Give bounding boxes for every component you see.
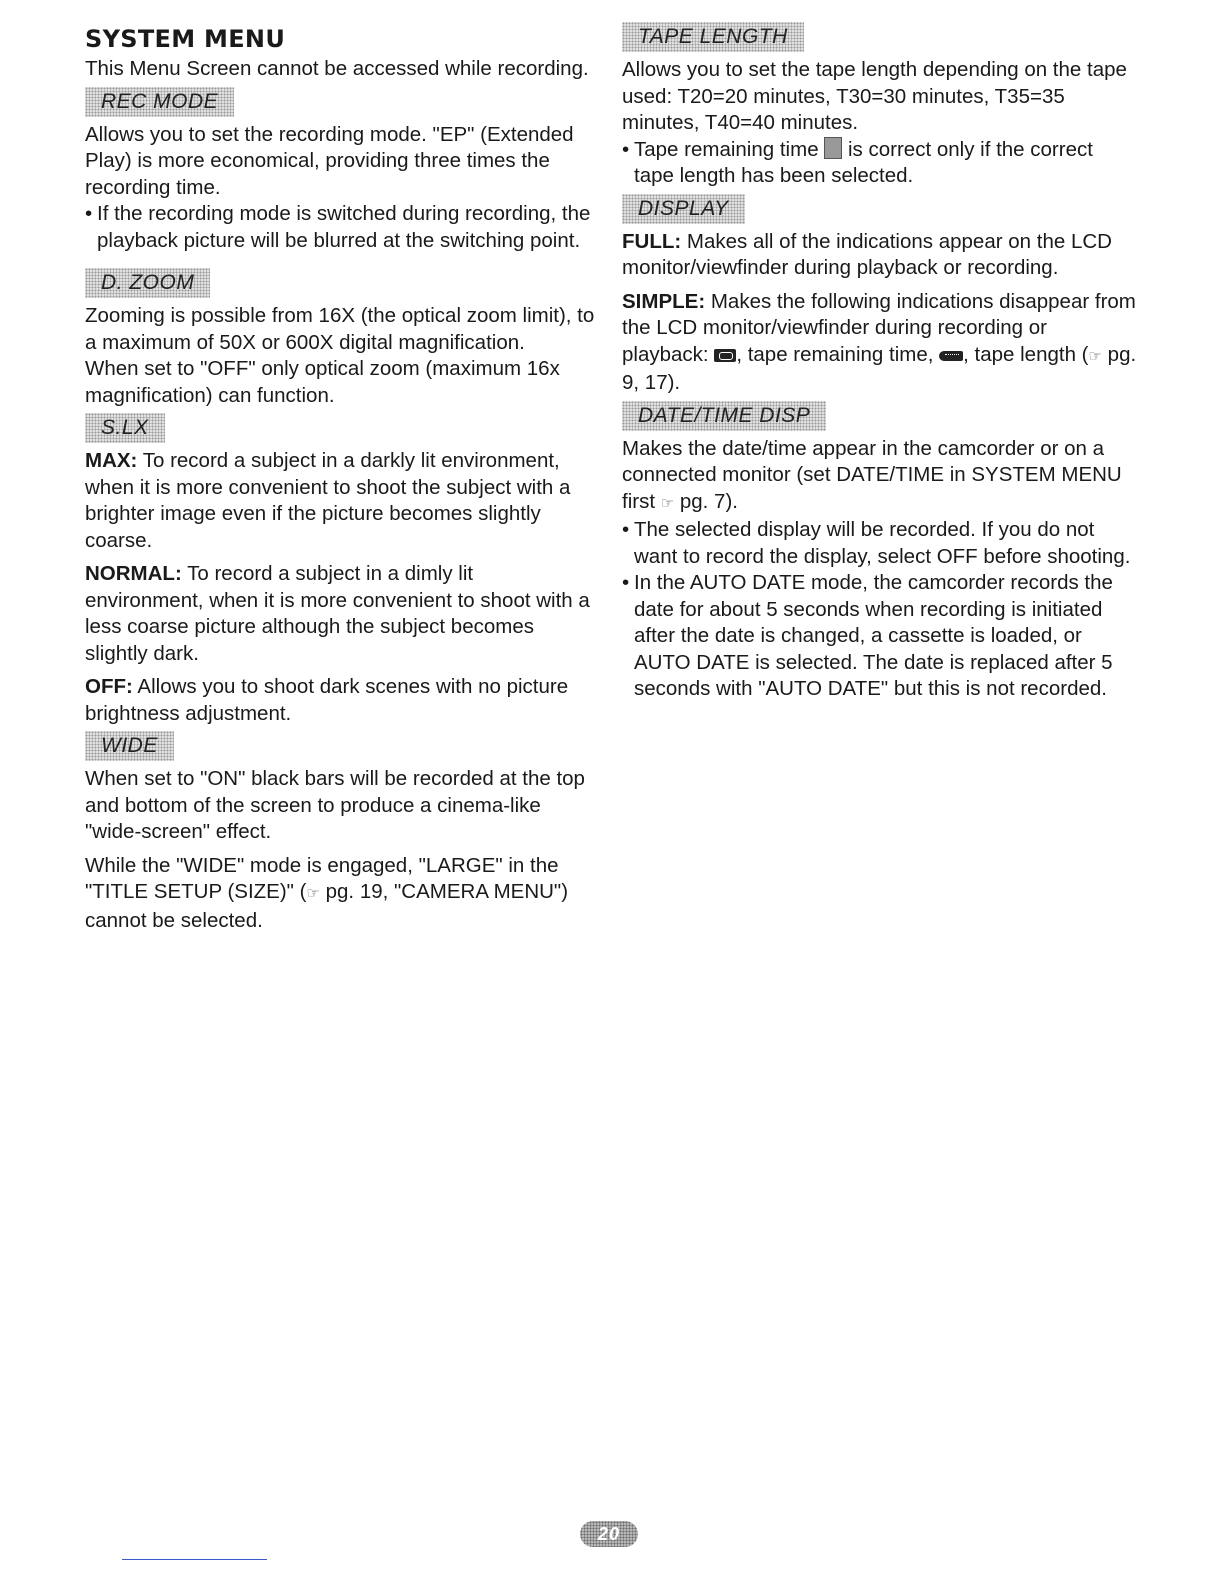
- wide-heading: WIDE: [85, 731, 174, 761]
- tape-length-heading: TAPE LENGTH: [622, 22, 804, 52]
- battery-icon: [939, 351, 963, 361]
- tape-remaining-icon: [824, 137, 842, 159]
- left-column: [85, 22, 595, 934]
- right-column: [622, 22, 1137, 703]
- reference-icon: ☞: [1088, 347, 1102, 365]
- rec-mode-text: Allows you to set the recording mode. "EP" (Extended Play) is more economical, providing three times the recording time.: [85, 122, 574, 199]
- date-time-heading: DATE/TIME DISP: [622, 401, 826, 431]
- date-time-bullet-2: • In the AUTO DATE mode, the camcorder records the date for about 5 seconds when recording is initiated after the date is changed, a cassette is loaded, or AUTO DATE is selected. The date is replaced after 5 seconds with "AUTO DATE" but this is not recorded.: [622, 571, 1113, 700]
- reference-icon: ☞: [306, 885, 320, 902]
- rec-mode-heading: REC MODE: [85, 87, 234, 117]
- slx-heading: S.LX: [85, 413, 165, 443]
- d-zoom-heading: D. ZOOM: [85, 268, 210, 298]
- page-title: SYSTEM MENU: [85, 25, 286, 53]
- slx-max-text: MAX: To record a subject in a darkly lit environment, when it is more convenient to shoot the subject with a brighter image even if the picture becomes slightly coarse.: [85, 449, 571, 552]
- date-time-bullet-1: • The selected display will be recorded. If you do not want to record the display, select OFF before shooting.: [622, 518, 1131, 568]
- tape-length-bullet: • Tape remaining time is correct only if the correct tape length has been selected.: [622, 137, 1093, 187]
- page-number-badge: 20: [580, 1521, 638, 1547]
- display-heading: DISPLAY: [622, 194, 745, 224]
- intro-text: This Menu Screen cannot be accessed while recording.: [85, 57, 589, 80]
- display-simple-text: SIMPLE: Makes the following indications disappear from the LCD monitor/viewfinder during recording or playback: , tape remaining time, , tape length (☞ pg. 9, 17).: [622, 289, 1137, 394]
- rec-mode-bullet: • If the recording mode is switched during recording, the playback picture will be blurred at the switching point.: [85, 202, 591, 252]
- slx-off-text: OFF: Allows you to shoot dark scenes with no picture brightness adjustment.: [85, 675, 569, 725]
- date-time-text: Makes the date/time appear in the camcorder or on a connected monitor (set DATE/TIME in SYSTEM MENU first ☞ pg. 7).: [622, 436, 1137, 518]
- reference-icon: ☞: [660, 494, 675, 512]
- d-zoom-off-text: When set to "OFF" only optical zoom (maximum 16x magnification) can function.: [85, 357, 560, 407]
- slx-normal-text: NORMAL: To record a subject in a dimly lit environment, when it is more convenient to shoot with a less coarse picture although the subject becomes slightly dark.: [85, 562, 590, 665]
- wide-note-text: While the "WIDE" mode is engaged, "LARGE" in the "TITLE SETUP (SIZE)" (☞ pg. 19, "CAMERA MENU") cannot be selected.: [85, 853, 569, 932]
- wide-text: When set to "ON" black bars will be recorded at the top and bottom of the screen to produce a cinema-like "wide-screen" effect.: [85, 767, 585, 843]
- cassette-icon: [714, 349, 736, 362]
- tape-length-text: Allows you to set the tape length depending on the tape used: T20=20 minutes, T30=30 minutes, T35=35 minutes, T40=40 minutes.: [622, 58, 1127, 134]
- d-zoom-text: Zooming is possible from 16X (the optical zoom limit), to a maximum of 50X or 600X digital magnification.: [85, 304, 595, 354]
- display-full-text: FULL: Makes all of the indications appear on the LCD monitor/viewfinder during playback or recording.: [622, 229, 1112, 279]
- footer-divider: [122, 1559, 267, 1560]
